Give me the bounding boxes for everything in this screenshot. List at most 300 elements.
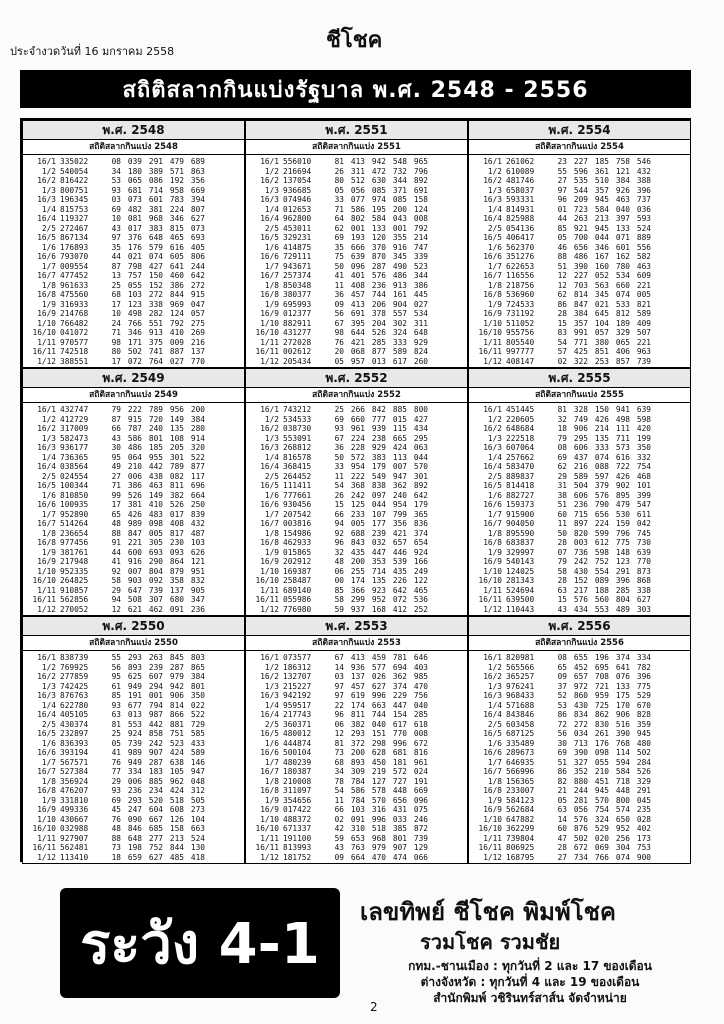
prize-number: 656 [573,242,588,252]
prize-number: 50 [557,528,567,538]
first-prize: 331810 [60,795,89,805]
prize-number: 549 [371,471,386,481]
draw-row [26,701,241,711]
prize-number: 81 [334,157,344,166]
prize-number: 12 [557,280,567,290]
first-prize: 603458 [506,719,535,729]
prize-number: 906 [615,710,630,719]
prize-number: 151 [371,729,386,738]
draw-date: 16/4 [37,214,56,223]
first-prize: 100935 [60,500,89,509]
prize-number: 752 [594,557,609,566]
first-prize: 216694 [283,166,312,176]
prize-number: 570 [371,795,386,805]
prize-number: 846 [127,824,142,833]
prize-number: 056 [350,185,365,195]
first-prize: 432747 [60,405,89,414]
panel-subtitle: สถิติสลากกินแบ่ง 2550 [23,636,244,651]
prize-number: 252 [413,604,428,614]
draw-row [472,653,687,663]
draw-date: 2/5 [487,471,502,481]
prize-number: 17 [111,356,121,366]
draw-date: 16/9 [483,557,502,566]
prize-number: 093 [169,547,184,557]
prize-number: 32 [334,547,344,557]
prize-number: 601 [148,195,163,204]
prize-number: 081 [127,214,142,223]
prize-number: 76 [111,814,121,824]
prize-number: 94 [334,519,344,528]
prize-number: 103 [127,290,142,299]
prize-number: 985 [413,672,428,681]
prize-number: 589 [573,471,588,481]
prize-number: 385 [392,824,407,833]
prize-number: 612 [594,538,609,547]
prize-number: 005 [636,290,651,299]
draw-row [26,157,241,167]
first-prize: 218756 [506,280,535,290]
prize-number: 465 [413,585,428,595]
prize-number: 723 [573,204,588,214]
draw-date: 16/1 [260,157,279,166]
prize-number: 611 [636,509,651,519]
prize-number: 764 [148,356,163,366]
prize-number: 033 [392,814,407,824]
prize-number: 739 [413,833,428,843]
draw-row [249,481,464,491]
draw-rows [246,403,467,616]
prize-number: 54 [334,786,344,795]
prize-number: 08 [557,443,567,452]
prize-number: 357 [573,318,588,328]
prize-number: 639 [636,547,651,557]
prize-number: 390 [573,261,588,271]
first-prize: 566996 [506,767,535,776]
prize-number: 396 [615,576,630,585]
prize-number: 711 [615,433,630,443]
prize-number: 536 [413,595,428,604]
prize-number: 130 [190,843,205,852]
prize-number: 074 [594,452,609,462]
prize-number: 413 [350,653,365,662]
prize-number: 12 [334,729,344,738]
prize-number: 451 [594,776,609,786]
prize-number: 224 [350,433,365,443]
prize-number: 350 [190,691,205,700]
panel-year: พ.ศ. 2548 [23,121,244,140]
prize-number: 757 [127,271,142,280]
prize-number: 768 [615,738,630,748]
prize-number: 405 [190,242,205,252]
prize-number: 442 [148,462,163,471]
draw-date: 1/12 [483,604,502,614]
prize-number: 889 [636,233,651,242]
first-prize: 124025 [506,566,535,576]
first-prize: 850348 [283,280,312,290]
prize-number: 293 [127,653,142,662]
draw-date: 16/9 [483,309,502,318]
draw-date: 1/3 [264,433,279,443]
draw-date: 1/4 [264,204,279,214]
prize-number: 378 [371,309,386,318]
prize-number: 447 [392,700,407,710]
first-prize: 270052 [60,604,89,614]
first-prize: 362299 [506,824,535,833]
draw-row [472,672,687,682]
prize-number [609,862,630,864]
draw-row [472,796,687,806]
prize-number: 897 [573,519,588,528]
prize-number: 989 [127,748,142,757]
prize-number: 50 [334,261,344,271]
prize-number: 410 [169,328,184,337]
draw-date: 16/4 [483,710,502,719]
prize-number: 597 [594,471,609,481]
draw-date: 1/6 [41,738,56,748]
draw-row [249,214,464,224]
prize-number: 621 [127,604,142,614]
first-prize: 553091 [283,433,312,443]
prize-number: 460 [169,271,184,280]
prize-number: 077 [350,195,365,204]
prize-number: 027 [169,356,184,366]
prize-number: 181 [392,757,407,767]
prize-number: 672 [573,843,588,852]
draw-row [26,805,241,815]
draw-row [26,176,241,186]
prize-number: 413 [350,157,365,166]
prize-number: 737 [636,195,651,204]
draw-date: 1/6 [264,738,279,748]
prize-number: 115 [392,424,407,433]
prize-number: 801 [148,433,163,443]
first-prize: 556010 [283,157,312,166]
prize-number: 075 [413,805,428,814]
first-prize: 393194 [60,748,89,757]
prize-number: 088 [594,462,609,471]
prize-number: 295 [413,433,428,443]
prize-number: 179 [371,462,386,471]
prize-number: 347 [190,595,205,604]
prize-number: 327 [573,757,588,767]
prize-number: 969 [169,299,184,309]
prize-number: 383 [371,452,386,462]
prize-number: 974 [371,195,386,204]
prize-number: 502 [573,833,588,843]
draw-row [472,300,687,310]
first-prize: 196345 [60,195,89,204]
prize-number: 787 [127,424,142,433]
draw-date: 16/1 [483,405,502,414]
first-prize: 444874 [283,738,312,748]
prize-number: 047 [190,299,205,309]
prize-number: 81 [111,719,121,729]
prize-number: 627 [190,214,205,223]
prize-number: 63 [557,805,567,814]
prize-number: 216 [190,337,205,347]
draw-row [249,462,464,472]
panel-subtitle: สถิติสลากกินแบ่ง 2552 [246,388,467,403]
draw-date: 16/3 [37,443,56,452]
draw-date: 16/10 [255,328,279,337]
draw-date: 16/1 [260,653,279,662]
draw-date: 16/11 [255,843,279,852]
first-prize: 430667 [60,814,89,824]
prize-number: 44 [111,547,121,557]
draw-date: 1/7 [487,261,502,271]
prize-number: 233 [350,509,365,519]
prize-number: 754 [594,805,609,814]
prize-number: 374 [413,528,428,538]
draw-date: 16/11 [255,595,279,604]
draw-row [26,252,241,262]
prize-number: 56 [111,662,121,672]
prize-number: 586 [350,204,365,214]
prize-number: 298 [371,738,386,748]
prize-number: 796 [413,166,428,176]
prize-number: 320 [190,443,205,452]
prize-number: 007 [127,566,142,576]
prize-number: 749 [573,414,588,424]
prize-number: 929 [371,443,386,452]
draw-date: 1/2 [487,166,502,176]
draw-date: 16/3 [260,443,279,452]
prize-number: 529 [594,824,609,833]
prize-number: 137 [350,672,365,681]
first-prize: 316933 [60,299,89,309]
prize-number: 794 [148,700,163,710]
draw-date: 16/6 [37,500,56,509]
prize-number: 529 [636,691,651,700]
prize-number: 191 [127,691,142,700]
draw-date: 2/5 [41,471,56,481]
prize-number: 763 [350,843,365,852]
prize-number: 893 [350,757,365,767]
prize-number: 989 [127,519,142,528]
first-prize: 414875 [283,242,312,252]
prize-number: 01 [557,204,567,214]
prize-number: 585 [190,729,205,738]
draw-row [249,300,464,310]
prize-number: 892 [413,481,428,490]
first-prize: 540054 [60,166,89,176]
draw-date: 16/11 [32,595,56,604]
prize-number: 845 [169,653,184,662]
prize-number: 916 [127,557,142,566]
prize-number: 94 [111,595,121,604]
draw-row [249,682,464,692]
prize-number: 073 [127,195,142,204]
prize-number: 88 [111,833,121,843]
draw-row [26,605,241,615]
prize-number: 273 [190,805,205,814]
draw-row [249,748,464,758]
prize-number: 906 [169,691,184,700]
first-prize: 477452 [60,271,89,280]
prize-number: 222 [127,405,142,414]
first-prize: 689140 [283,585,312,595]
prize-number: 656 [594,509,609,519]
panel-year: พ.ศ. 2551 [246,121,467,140]
prize-number: 324 [594,814,609,824]
prize-number: 576 [371,271,386,280]
first-prize: 952890 [60,509,89,519]
prize-number: 101 [636,481,651,490]
prize-number: 851 [594,347,609,356]
prize-number: 381 [127,500,142,509]
draw-row [249,796,464,806]
prize-number: 663 [190,824,205,833]
prize-number: 665 [392,433,407,443]
prize-number: 096 [413,795,428,805]
prize-number: 885 [148,776,163,786]
prize-number: 249 [413,566,428,576]
prize-number: 25 [334,405,344,414]
draw-row [249,720,464,730]
magazine-logo [322,20,406,56]
ad-line-publisher: สำนักพิมพ์ วชิรินทร์สาส์น จัดจำหน่าย [433,991,627,1005]
prize-number: 598 [594,547,609,557]
draw-date [249,862,283,864]
prize-number: 784 [350,776,365,786]
stats-panel [468,120,691,368]
prize-number: 213 [594,214,609,223]
draw-row [249,691,464,701]
draw-date: 16/1 [37,653,56,662]
prize-number: 14 [334,662,344,672]
panel-year: พ.ศ. 2553 [246,617,467,636]
draw-row [472,529,687,539]
prize-number: 26 [334,166,344,176]
prize-number: 713 [573,738,588,748]
first-prize: 169387 [283,566,312,576]
draw-date: 16/3 [483,195,502,204]
draw-row [249,595,464,605]
prize-number: 219 [371,767,386,776]
draw-row [249,186,464,196]
draw-date: 16/10 [32,576,56,585]
prize-number: 214 [413,233,428,242]
prize-number: 24 [111,318,121,328]
prize-number: 299 [350,595,365,604]
prize-number: 43 [557,604,567,614]
prize-number: 741 [148,347,163,356]
draw-date: 1/9 [487,795,502,805]
draw-row [249,338,464,348]
prize-number: 553 [594,604,609,614]
draw-date: 1/10 [260,814,279,824]
draw-row [472,453,687,463]
draw-row [249,605,464,615]
draw-row [472,214,687,224]
draw-row [26,328,241,338]
prize-number: 93 [111,700,121,710]
prize-number: 618 [413,719,428,729]
prize-number: 222 [350,471,365,481]
draw-date: 1/11 [260,833,279,843]
prize-number: 236 [371,280,386,290]
draw-row [249,834,464,844]
prize-number: 15 [334,500,344,509]
draw-date: 16/6 [483,500,502,509]
prize-number: 08 [557,653,567,662]
draw-row [26,491,241,501]
prize-number: 071 [615,233,630,242]
draw-row [26,663,241,673]
prize-number: 040 [615,204,630,214]
first-prize: 191100 [283,833,312,843]
prize-number: 192 [169,176,184,185]
prize-number: 171 [127,337,142,347]
prize-number: 586 [127,433,142,443]
draw-row [26,205,241,215]
draw-row [472,205,687,215]
first-prize: 480239 [283,757,312,767]
prize-number: 505 [190,795,205,805]
prize-number: 893 [127,662,142,672]
prize-number: 782 [636,662,651,672]
first-prize: 038564 [60,462,89,471]
prize-number: 089 [594,576,609,585]
prize-number: 916 [392,242,407,252]
draw-date: 16/5 [260,481,279,490]
first-prize: 268812 [283,443,312,452]
prize-number: 642 [392,585,407,595]
prize-number: 811 [169,481,184,490]
prize-number: 120 [371,233,386,242]
draw-row [26,338,241,348]
draw-date: 1/10 [260,566,279,576]
draw-date: 1/11 [483,833,502,843]
prize-number: 924 [413,547,428,557]
first-prize: 742425 [60,681,89,691]
prize-number: 006 [127,471,142,481]
draw-date: 1/3 [264,185,279,195]
first-prize: 955756 [506,328,535,337]
first-prize: 137054 [283,176,312,185]
first-prize: 622780 [60,700,89,710]
prize-number: 255 [350,566,365,576]
first-prize: 272467 [60,223,89,233]
prize-number: 43 [111,433,121,443]
prize-number: 945 [594,195,609,204]
first-prize: 952335 [60,566,89,576]
prize-number: 544 [573,185,588,195]
draw-date: 16/9 [260,805,279,814]
prize-number: 294 [148,681,163,691]
prize-number: 952 [615,824,630,833]
prize-number: 334 [127,767,142,776]
draw-row [249,777,464,787]
first-prize: 475560 [60,290,89,299]
prize-number: 224 [169,204,184,214]
draw-date: 1/9 [264,299,279,309]
prize-number: 78 [334,776,344,786]
prize-number: 745 [636,528,651,538]
prize-number: 127 [371,776,386,786]
draw-row [26,682,241,692]
prize-number: 056 [573,805,588,814]
prize-number: 870 [371,252,386,261]
draw-row [472,443,687,453]
first-prize [506,862,546,864]
prize-number: 939 [371,424,386,433]
panel-year: พ.ศ. 2555 [469,369,690,388]
prize-number: 801 [190,681,205,691]
prize-number: 608 [169,805,184,814]
prize-number [365,862,386,864]
first-prize: 683837 [506,538,535,547]
